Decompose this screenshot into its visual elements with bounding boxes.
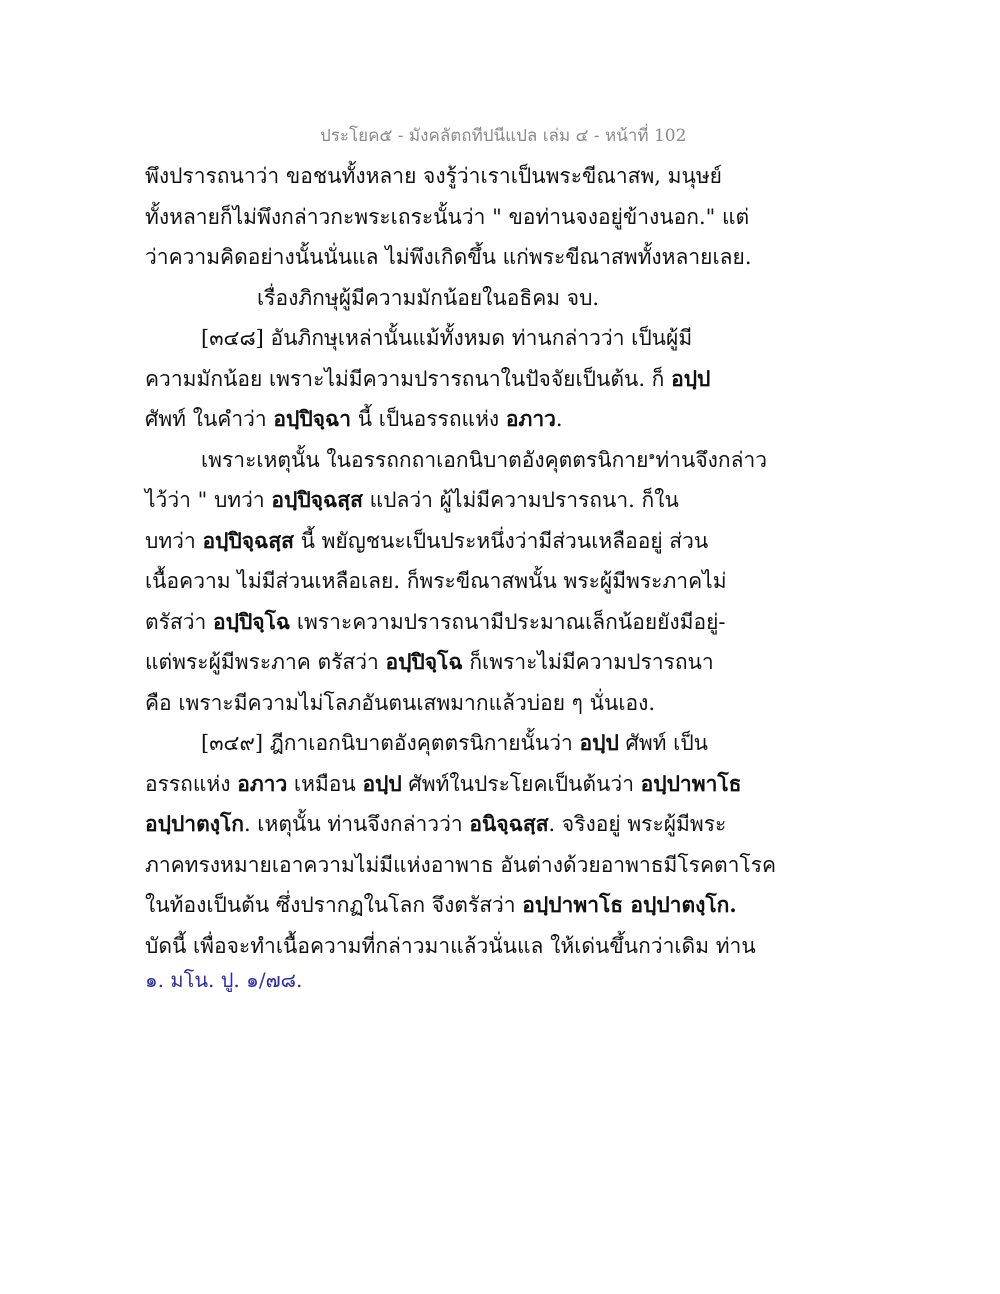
text-line xyxy=(145,160,722,193)
text-line xyxy=(145,525,708,558)
bold-term: อปฺป xyxy=(362,770,402,796)
text-span: ว่าความคิดอย่างนั้นนั่นแล ไม่พึงเกิดขึ้น แก่พระขีณาสพทั้งหลายเลย. xyxy=(145,245,752,269)
text-line xyxy=(201,444,767,477)
bold-term: อปฺปิจฺฉสฺส xyxy=(271,487,363,512)
text-span: บัดนี้ เพื่อจะทำเนื้อความที่กล่าวมาแล้วนั่นแล ให้เด่นขึ้นกว่าเดิม ท่าน xyxy=(145,933,756,958)
bold-term: อปฺปิจฺฉสฺส xyxy=(202,527,294,553)
text-line xyxy=(201,322,692,355)
text-line xyxy=(201,727,708,760)
text-line xyxy=(145,687,655,720)
text-span: ในท้องเป็นต้น ซึ่งปรากฏในโลก จึงตรัสว่า xyxy=(145,893,523,917)
bold-term: อปฺป xyxy=(671,365,711,391)
text-span: [๓๔๘] อันภิกษุเหล่านั้นแม้ทั้งหมด ท่านกล่าวว่า เป็นผู้มี xyxy=(201,326,693,350)
text-span: บทว่า xyxy=(145,528,203,553)
text-span: แปลว่า ผู้ไม่มีความปรารถนา. ก็ใน xyxy=(362,488,679,512)
text-span: ตรัสว่า xyxy=(145,609,213,634)
text-line xyxy=(145,241,752,274)
text-span: เพราะความปรารถนามีประมาณเล็กน้อยยังมีอยู่- xyxy=(290,609,726,634)
text-span: แต่พระผู้มีพระภาค ตรัสว่า xyxy=(145,650,386,674)
text-line xyxy=(145,930,756,963)
text-line xyxy=(145,606,726,639)
text-span: เรื่องภิกษุผู้มีความมักน้อยในอธิคม จบ. xyxy=(257,285,600,310)
text-line xyxy=(145,768,741,801)
bold-term: อภาว xyxy=(505,406,556,431)
text-line xyxy=(145,849,776,882)
footnote: ๑. มโน. ปู. ๑/๗๘. xyxy=(145,968,303,992)
text-span: . เหตุนั้น ท่านจึงกล่าวว่า xyxy=(243,812,470,836)
bold-term: อปฺปิจฺโฉ xyxy=(385,649,463,674)
text-span: ก็เพราะไม่มีความปรารถนา xyxy=(462,650,714,674)
text-line xyxy=(145,565,727,598)
text-line xyxy=(145,808,726,841)
text-span: นี้ เป็นอรรถแห่ง xyxy=(351,407,506,431)
text-span: เพราะเหตุนั้น ในอรรถกถาเอกนิบาตอังคุตตรนิกาย xyxy=(201,447,649,472)
text-span: ๑ xyxy=(648,448,656,462)
text-line xyxy=(145,889,737,922)
bold-term: อปฺปาตงฺโก xyxy=(145,811,244,836)
text-span: ศัพท์ เป็น xyxy=(618,731,709,755)
text-line xyxy=(145,646,714,679)
bold-term: อปฺป xyxy=(579,730,619,755)
bold-term: อปฺปิจฺฉา xyxy=(273,406,352,431)
text-span: ท่านจึงกล่าว xyxy=(655,447,768,472)
text-span: ศัพท์ ในคำว่า xyxy=(145,407,274,431)
text-line xyxy=(257,282,599,315)
text-span: [๓๔๙] ฎีกาเอกนิบาตอังคุตตรนิกายนั้นว่า xyxy=(201,731,580,755)
bold-term: อปฺปาพาโธ อปฺปาตงฺโก. xyxy=(522,892,737,917)
text-span: . xyxy=(555,407,563,431)
text-span: ภาคทรงหมายเอาความไม่มีแห่งอาพาธ อันต่างด้วยอาพาธมีโรคตาโรค xyxy=(145,852,777,877)
text-span: นี้ พยัญชนะเป็นประหนึ่งว่ามีส่วนเหลืออยู่ ส่วน xyxy=(293,528,709,553)
text-span: ศัพท์ในประโยคเป็นต้นว่า xyxy=(401,771,641,796)
text-span: ความมักน้อย เพราะไม่มีความปรารถนาในปัจจัยเป็นต้น. ก็ xyxy=(145,366,672,391)
text-span: . จริงอยู่ พระผู้มีพระ xyxy=(548,812,727,836)
bold-term: อภาว xyxy=(237,770,288,796)
text-span: ไว้ว่า " บทว่า xyxy=(145,488,272,512)
text-span: คือ เพราะมีความไม่โลภอันตนเสพมากแล้วบ่อย ๆ นั่นเอง. xyxy=(145,690,656,715)
text-span: พึงปรารถนาว่า ขอชนทั้งหลาย จงรู้ว่าเราเป็นพระขีณาสพ, มนุษย์ xyxy=(145,164,722,188)
text-line xyxy=(145,363,710,396)
text-span: อรรถแห่ง xyxy=(145,771,238,796)
text-span: เนื้อความ ไม่มีส่วนเหลือเลย. ก็พระขีณาสพนั้น พระผู้มีพระภาคไม่ xyxy=(145,569,727,593)
text-span: เหมือน xyxy=(287,771,363,796)
bold-term: อปฺปาพาโธ xyxy=(640,770,742,796)
text-line xyxy=(145,403,563,436)
page-header: ประโยค๕ - มังคลัตถทีปนีแปล เล่ม ๔ - หน้าที่ 102 xyxy=(320,126,687,146)
text-line xyxy=(145,201,749,234)
text-line xyxy=(145,484,679,517)
bold-term: อนิจฺฉสฺส xyxy=(469,811,549,836)
bold-term: อปฺปิจฺโฉ xyxy=(213,608,291,634)
text-span: ทั้งหลายก็ไม่พึงกล่าวกะพระเถระนั้นว่า " ขอท่านจงอยู่ข้างนอก." แต่ xyxy=(145,204,750,229)
